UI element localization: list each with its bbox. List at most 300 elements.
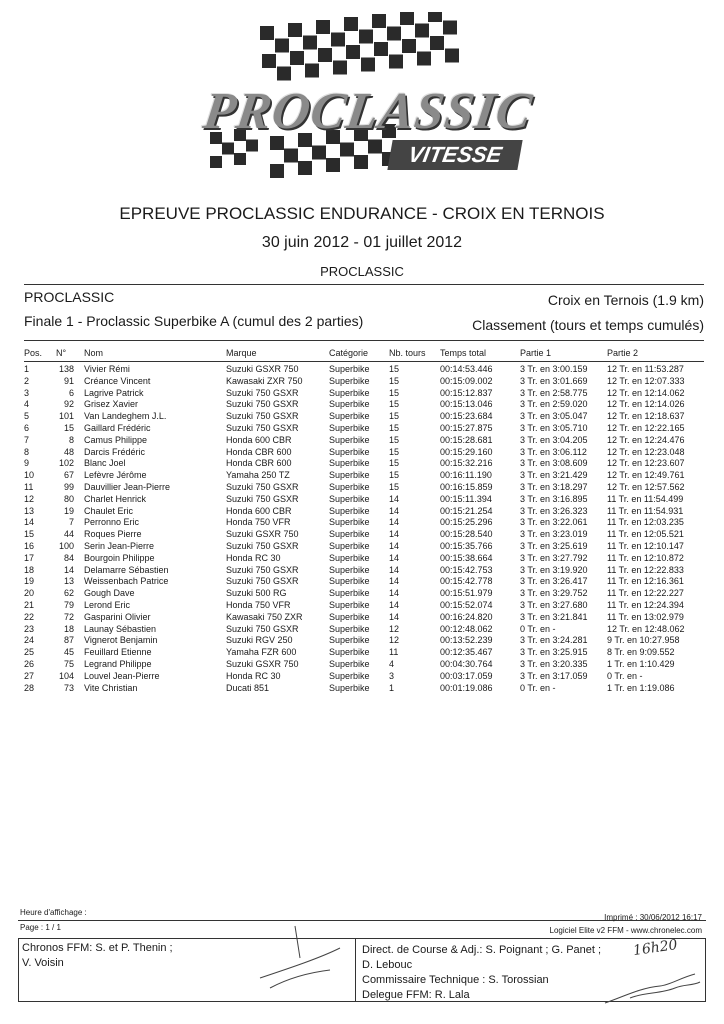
table-row xyxy=(0,683,724,695)
cell-name: Vignerot Benjamin xyxy=(84,635,158,646)
cell-laps: 15 xyxy=(389,375,400,386)
cell-category: Superbike xyxy=(329,422,370,433)
cell-total-time: 00:15:25.296 xyxy=(440,517,493,528)
cell-laps: 15 xyxy=(389,387,400,398)
cell-laps: 12 xyxy=(389,623,400,634)
cell-laps: 3 xyxy=(389,670,395,681)
cell-brand: Honda CBR 600 xyxy=(226,446,292,457)
cell-category: Superbike xyxy=(329,481,370,492)
cell-laps: 15 xyxy=(389,364,400,374)
table-row xyxy=(0,447,724,459)
cell-number: 8 xyxy=(68,434,74,445)
cell-part-2: 0 Tr. en - xyxy=(607,670,643,681)
results-table-body xyxy=(0,364,724,694)
cell-name: Gasparini Olivier xyxy=(84,611,151,622)
cell-name: Weissenbach Patrice xyxy=(84,576,169,587)
cell-category: Superbike xyxy=(329,588,370,599)
cell-part-1: 3 Tr. en 3:20.335 xyxy=(520,658,588,669)
cell-total-time: 00:15:42.778 xyxy=(440,576,493,587)
table-row xyxy=(0,541,724,553)
cell-part-1: 3 Tr. en 3:25.619 xyxy=(520,540,588,551)
section-divider xyxy=(24,340,704,341)
race-direction: Direct. de Course & Adj.: S. Poignant ; G. Panet ; xyxy=(362,944,602,956)
cell-brand: Honda 750 VFR xyxy=(226,599,291,610)
cell-total-time: 00:15:51.979 xyxy=(440,588,493,599)
cell-number: 14 xyxy=(63,564,74,575)
event-title: EPREUVE PROCLASSIC ENDURANCE - CROIX EN TERNOIS xyxy=(119,204,605,223)
cell-name: Feuillard Etienne xyxy=(84,647,152,658)
cell-part-2: 12 Tr. en 12:48.062 xyxy=(607,623,685,634)
table-row xyxy=(0,576,724,588)
cell-part-2: 12 Tr. en 12:23.048 xyxy=(607,446,685,457)
cell-name: Créance Vincent xyxy=(84,375,151,386)
event-series: PROCLASSIC xyxy=(320,264,404,279)
cell-total-time: 00:12:35.467 xyxy=(440,647,493,658)
cell-name: Camus Philippe xyxy=(84,434,148,445)
table-row xyxy=(0,600,724,612)
cell-pos: 24 xyxy=(24,635,35,646)
cell-category: Superbike xyxy=(329,505,370,516)
col-header-num: N° xyxy=(56,348,67,358)
cell-part-2: 11 Tr. en 13:02.979 xyxy=(607,611,684,622)
footer-top-rule xyxy=(18,920,706,921)
cell-pos: 3 xyxy=(24,387,30,398)
cell-number: 99 xyxy=(63,481,74,492)
cell-part-2: 12 Tr. en 12:49.761 xyxy=(607,470,685,481)
cell-laps: 14 xyxy=(389,552,400,563)
cell-part-1: 3 Tr. en 3:23.019 xyxy=(520,529,588,540)
cell-name: Legrand Philippe xyxy=(84,658,152,669)
cell-pos: 16 xyxy=(24,540,35,551)
cell-laps: 14 xyxy=(389,611,400,622)
cell-brand: Suzuki 750 GSXR xyxy=(226,493,299,504)
cell-brand: Ducati 851 xyxy=(226,682,270,693)
cell-brand: Suzuki RGV 250 xyxy=(226,635,293,646)
cell-total-time: 00:15:52.074 xyxy=(440,599,493,610)
cell-part-2: 12 Tr. en 12:14.026 xyxy=(607,399,685,410)
cell-name: Launay Sébastien xyxy=(84,623,157,634)
display-time-label: Heure d'affichage : xyxy=(20,908,87,917)
cell-part-2: 11 Tr. en 12:03.235 xyxy=(607,517,684,528)
cell-part-2: 12 Tr. en 11:53.287 xyxy=(607,364,684,374)
cell-pos: 25 xyxy=(24,647,35,658)
cell-category: Superbike xyxy=(329,647,370,658)
cell-brand: Kawasaki ZXR 750 xyxy=(226,375,303,386)
cell-number: 62 xyxy=(63,588,74,599)
cell-part-1: 3 Tr. en 3:21.429 xyxy=(520,470,588,481)
header-divider xyxy=(24,284,704,285)
cell-pos: 6 xyxy=(24,422,30,433)
cell-part-1: 3 Tr. en 3:22.061 xyxy=(520,517,588,528)
table-row xyxy=(0,399,724,411)
cell-part-2: 1 Tr. en 1:19.086 xyxy=(607,682,675,693)
table-row xyxy=(0,624,724,636)
cell-part-1: 3 Tr. en 2:58.775 xyxy=(520,387,588,398)
table-row xyxy=(0,376,724,388)
cell-name: Vivier Rémi xyxy=(84,364,130,374)
col-header-marque: Marque xyxy=(226,348,257,358)
cell-brand: Suzuki 750 GSXR xyxy=(226,422,299,433)
cell-category: Superbike xyxy=(329,493,370,504)
cell-part-2: 12 Tr. en 12:23.607 xyxy=(607,458,685,469)
cell-category: Superbike xyxy=(329,470,370,481)
cell-laps: 15 xyxy=(389,446,400,457)
cell-pos: 14 xyxy=(24,517,35,528)
cell-name: Gaillard Frédéric xyxy=(84,422,151,433)
cell-number: 100 xyxy=(58,540,74,551)
cell-total-time: 00:15:28.540 xyxy=(440,529,493,540)
cell-number: 48 xyxy=(63,446,74,457)
cell-category: Superbike xyxy=(329,611,370,622)
cell-pos: 26 xyxy=(24,658,35,669)
cell-brand: Suzuki 750 GSXR xyxy=(226,481,299,492)
cell-part-1: 3 Tr. en 3:16.895 xyxy=(520,493,588,504)
cell-laps: 14 xyxy=(389,493,400,504)
cell-part-1: 3 Tr. en 3:19.920 xyxy=(520,564,588,575)
cell-brand: Kawasaki 750 ZXR xyxy=(226,611,303,622)
cell-part-1: 3 Tr. en 3:26.323 xyxy=(520,505,588,516)
cell-laps: 14 xyxy=(389,540,400,551)
table-row xyxy=(0,659,724,671)
cell-part-2: 11 Tr. en 12:05.521 xyxy=(607,529,684,540)
cell-number: 7 xyxy=(68,517,74,528)
cell-number: 91 xyxy=(63,375,74,386)
cell-brand: Honda CBR 600 xyxy=(226,458,292,469)
cell-name: Louvel Jean-Pierre xyxy=(84,670,160,681)
cell-total-time: 00:15:11.394 xyxy=(440,493,492,504)
cell-name: Vite Christian xyxy=(84,682,138,693)
cell-part-1: 3 Tr. en 3:05.047 xyxy=(520,411,588,422)
cell-pos: 18 xyxy=(24,564,35,575)
cell-pos: 27 xyxy=(24,670,35,681)
cell-part-1: 3 Tr. en 3:25.915 xyxy=(520,647,588,658)
col-header-partie2: Partie 2 xyxy=(607,348,639,358)
cell-pos: 22 xyxy=(24,611,35,622)
cell-name: Chaulet Eric xyxy=(84,505,134,516)
cell-total-time: 00:03:17.059 xyxy=(440,670,493,681)
table-row xyxy=(0,635,724,647)
col-header-partie1: Partie 1 xyxy=(520,348,552,358)
cell-category: Superbike xyxy=(329,576,370,587)
cell-number: 13 xyxy=(63,576,74,587)
cell-part-1: 3 Tr. en 3:24.281 xyxy=(520,635,588,646)
cell-number: 101 xyxy=(58,411,74,422)
cell-laps: 4 xyxy=(389,658,395,669)
col-header-nom: Nom xyxy=(84,348,104,358)
col-header-categorie: Catégorie xyxy=(329,348,369,358)
cell-name: Lerond Eric xyxy=(84,599,131,610)
cell-number: 45 xyxy=(63,647,74,658)
logo-sub-text: VITESSE xyxy=(387,140,522,170)
cell-category: Superbike xyxy=(329,599,370,610)
cell-part-1: 3 Tr. en 3:04.205 xyxy=(520,434,588,445)
cell-brand: Suzuki 500 RG xyxy=(226,588,287,599)
technical-commissioner: Commissaire Technique : S. Torossian xyxy=(362,974,549,986)
section-ranking: Classement (tours et temps cumulés) xyxy=(472,317,704,333)
cell-category: Superbike xyxy=(329,411,370,422)
cell-part-2: 12 Tr. en 12:22.165 xyxy=(607,422,685,433)
cell-number: 15 xyxy=(63,422,74,433)
cell-name: Dauvillier Jean-Pierre xyxy=(84,481,171,492)
cell-pos: 12 xyxy=(24,493,35,504)
section-race: Finale 1 - Proclassic Superbike A (cumul des 2 parties) xyxy=(24,313,364,329)
cell-pos: 1 xyxy=(24,364,30,374)
cell-part-1: 3 Tr. en 3:27.680 xyxy=(520,599,588,610)
cell-part-2: 12 Tr. en 12:57.562 xyxy=(607,481,685,492)
cell-name: Serin Jean-Pierre xyxy=(84,540,155,551)
cell-brand: Suzuki GSXR 750 xyxy=(226,658,299,669)
cell-number: 75 xyxy=(63,658,74,669)
cell-part-1: 3 Tr. en 3:01.669 xyxy=(520,375,588,386)
cell-pos: 20 xyxy=(24,588,35,599)
cell-part-1: 3 Tr. en 3:17.059 xyxy=(520,670,588,681)
logo-main-text: PROCLASSIC xyxy=(199,83,536,140)
cell-pos: 17 xyxy=(24,552,35,563)
cell-number: 102 xyxy=(58,458,74,469)
cell-total-time: 00:16:24.820 xyxy=(440,611,493,622)
cell-category: Superbike xyxy=(329,635,370,646)
cell-part-2: 11 Tr. en 11:54.499 xyxy=(607,493,684,504)
signature-left xyxy=(240,918,350,998)
cell-number: 6 xyxy=(68,387,74,398)
cell-name: Blanc Joel xyxy=(84,458,126,469)
cell-total-time: 00:13:52.239 xyxy=(440,635,493,646)
page-number: Page : 1 / 1 xyxy=(20,923,61,932)
table-row xyxy=(0,470,724,482)
cell-part-2: 12 Tr. en 12:14.062 xyxy=(607,387,685,398)
cell-laps: 11 xyxy=(389,647,399,658)
cell-total-time: 00:16:11.190 xyxy=(440,470,492,481)
cell-number: 84 xyxy=(63,552,74,563)
cell-number: 73 xyxy=(63,682,74,693)
cell-total-time: 00:15:42.753 xyxy=(440,564,493,575)
table-row xyxy=(0,647,724,659)
cell-laps: 14 xyxy=(389,564,400,575)
ffm-delegate: Delegue FFM: R. Lala xyxy=(362,989,470,1001)
cell-total-time: 00:15:32.216 xyxy=(440,458,493,469)
cell-total-time: 00:15:23.684 xyxy=(440,411,493,422)
cell-pos: 19 xyxy=(24,576,35,587)
cell-total-time: 00:15:35.766 xyxy=(440,540,493,551)
cell-part-2: 12 Tr. en 12:18.637 xyxy=(607,411,685,422)
cell-laps: 14 xyxy=(389,505,400,516)
cell-category: Superbike xyxy=(329,387,370,398)
cell-brand: Suzuki 750 GSXR xyxy=(226,387,299,398)
cell-category: Superbike xyxy=(329,658,370,669)
cell-laps: 15 xyxy=(389,470,400,481)
table-row xyxy=(0,388,724,400)
cell-category: Superbike xyxy=(329,670,370,681)
cell-number: 138 xyxy=(58,364,74,374)
cell-total-time: 00:15:13.046 xyxy=(440,399,493,410)
cell-number: 104 xyxy=(58,670,74,681)
cell-brand: Honda RC 30 xyxy=(226,670,281,681)
printed-timestamp: Imprimé : 30/06/2012 16:17 xyxy=(604,913,702,922)
table-row xyxy=(0,565,724,577)
cell-pos: 10 xyxy=(24,470,35,481)
cell-part-1: 3 Tr. en 3:26.417 xyxy=(520,576,588,587)
cell-name: Van Landeghem J.L. xyxy=(84,411,167,422)
cell-part-2: 11 Tr. en 12:22.227 xyxy=(607,588,684,599)
col-header-pos: Pos. xyxy=(24,348,43,358)
cell-part-1: 0 Tr. en - xyxy=(520,682,556,693)
cell-category: Superbike xyxy=(329,434,370,445)
cell-brand: Yamaha 250 TZ xyxy=(226,470,290,481)
cell-part-1: 3 Tr. en 3:27.792 xyxy=(520,552,588,563)
cell-category: Superbike xyxy=(329,375,370,386)
cell-part-2: 12 Tr. en 12:24.476 xyxy=(607,434,685,445)
cell-number: 18 xyxy=(63,623,74,634)
table-row xyxy=(0,506,724,518)
cell-name: Lefèvre Jérôme xyxy=(84,470,147,481)
cell-pos: 21 xyxy=(24,599,35,610)
cell-number: 79 xyxy=(63,599,74,610)
cell-pos: 9 xyxy=(24,458,30,469)
section-category: PROCLASSIC xyxy=(24,289,115,305)
cell-category: Superbike xyxy=(329,682,370,693)
cell-number: 44 xyxy=(63,529,74,540)
cell-category: Superbike xyxy=(329,540,370,551)
table-row xyxy=(0,482,724,494)
table-row xyxy=(0,458,724,470)
cell-total-time: 00:15:27.875 xyxy=(440,422,493,433)
cell-brand: Suzuki GSXR 750 xyxy=(226,364,299,374)
race-officials xyxy=(362,943,622,1003)
cell-part-2: 11 Tr. en 12:10.147 xyxy=(607,540,684,551)
software-credit: Logiciel Elite v2 FFM - www.chronelec.com xyxy=(549,926,702,935)
table-row xyxy=(0,612,724,624)
cell-category: Superbike xyxy=(329,458,370,469)
cell-total-time: 00:15:29.160 xyxy=(440,446,493,457)
cell-laps: 15 xyxy=(389,458,400,469)
table-row xyxy=(0,588,724,600)
cell-brand: Suzuki 750 GSXR xyxy=(226,623,299,634)
cell-pos: 13 xyxy=(24,505,35,516)
cell-category: Superbike xyxy=(329,552,370,563)
cell-part-2: 11 Tr. en 12:10.872 xyxy=(607,552,684,563)
handwritten-time: 16h20 xyxy=(632,936,679,960)
cell-number: 72 xyxy=(63,611,74,622)
cell-pos: 2 xyxy=(24,375,30,386)
cell-name: Gough Dave xyxy=(84,588,135,599)
cell-number: 19 xyxy=(63,505,74,516)
cell-brand: Suzuki 750 GSXR xyxy=(226,399,299,410)
cell-part-1: 3 Tr. en 3:21.841 xyxy=(520,611,588,622)
event-dates: 30 juin 2012 - 01 juillet 2012 xyxy=(261,234,463,251)
cell-brand: Honda 600 CBR xyxy=(226,505,292,516)
cell-part-2: 12 Tr. en 12:07.333 xyxy=(607,375,685,386)
cell-name: Grisez Xavier xyxy=(84,399,139,410)
cell-name: Charlet Henrick xyxy=(84,493,147,504)
cell-total-time: 00:15:12.837 xyxy=(440,387,493,398)
cell-category: Superbike xyxy=(329,529,370,540)
cell-category: Superbike xyxy=(329,564,370,575)
cell-laps: 15 xyxy=(389,399,400,410)
cell-name: Roques Pierre xyxy=(84,529,142,540)
cell-laps: 12 xyxy=(389,635,400,646)
cell-pos: 7 xyxy=(24,434,30,445)
cell-category: Superbike xyxy=(329,623,370,634)
cell-pos: 4 xyxy=(24,399,30,410)
officials-divider xyxy=(355,938,356,1002)
cell-category: Superbike xyxy=(329,364,370,374)
table-row xyxy=(0,411,724,423)
table-row xyxy=(0,423,724,435)
cell-part-1: 3 Tr. en 2:59.020 xyxy=(520,399,588,410)
timekeepers-line-1: Chronos FFM: S. et P. Thenin ; xyxy=(22,942,173,954)
table-row xyxy=(0,553,724,565)
cell-pos: 15 xyxy=(24,529,35,540)
signature-right xyxy=(600,968,710,1008)
table-row xyxy=(0,494,724,506)
cell-name: Darcis Frédéric xyxy=(84,446,146,457)
cell-total-time: 00:01:19.086 xyxy=(440,682,493,693)
table-row xyxy=(0,364,724,376)
cell-part-2: 1 Tr. en 1:10.429 xyxy=(607,658,675,669)
col-header-tours: Nb. tours xyxy=(389,348,426,358)
cell-laps: 1 xyxy=(389,682,395,693)
cell-laps: 14 xyxy=(389,529,400,540)
cell-name: Bourgoin Philippe xyxy=(84,552,155,563)
cell-pos: 5 xyxy=(24,411,30,422)
cell-part-2: 8 Tr. en 9:09.552 xyxy=(607,647,675,658)
cell-total-time: 00:15:21.254 xyxy=(440,505,493,516)
cell-part-1: 3 Tr. en 3:08.609 xyxy=(520,458,588,469)
cell-brand: Yamaha FZR 600 xyxy=(226,647,297,658)
cell-brand: Suzuki 750 GSXR xyxy=(226,540,299,551)
cell-brand: Suzuki 750 GSXR xyxy=(226,576,299,587)
cell-name: Delamarre Sébastien xyxy=(84,564,169,575)
cell-laps: 15 xyxy=(389,434,400,445)
cell-part-2: 11 Tr. en 11:54.931 xyxy=(607,505,684,516)
cell-laps: 14 xyxy=(389,576,400,587)
table-row xyxy=(0,435,724,447)
cell-pos: 23 xyxy=(24,623,35,634)
cell-total-time: 00:15:28.681 xyxy=(440,434,493,445)
cell-category: Superbike xyxy=(329,399,370,410)
cell-brand: Honda 600 CBR xyxy=(226,434,292,445)
cell-number: 80 xyxy=(63,493,74,504)
results-table-header xyxy=(0,348,724,362)
cell-category: Superbike xyxy=(329,446,370,457)
cell-part-1: 3 Tr. en 3:06.112 xyxy=(520,446,587,457)
cell-brand: Suzuki GSXR 750 xyxy=(226,529,299,540)
race-direction-2: D. Lebouc xyxy=(362,959,413,971)
cell-total-time: 00:14:53.446 xyxy=(440,364,493,374)
cell-laps: 15 xyxy=(389,411,400,422)
cell-total-time: 00:04:30.764 xyxy=(440,658,493,669)
cell-laps: 15 xyxy=(389,422,400,433)
cell-laps: 14 xyxy=(389,517,400,528)
cell-part-1: 3 Tr. en 3:05.710 xyxy=(520,422,588,433)
cell-category: Superbike xyxy=(329,517,370,528)
section-circuit: Croix en Ternois (1.9 km) xyxy=(547,292,704,308)
cell-number: 67 xyxy=(63,470,74,481)
cell-name: Lagrive Patrick xyxy=(84,387,144,398)
cell-pos: 11 xyxy=(24,481,34,492)
cell-total-time: 00:15:09.002 xyxy=(440,375,493,386)
table-row xyxy=(0,529,724,541)
cell-laps: 14 xyxy=(389,599,400,610)
col-header-temps: Temps total xyxy=(440,348,487,358)
cell-part-1: 3 Tr. en 3:29.752 xyxy=(520,588,588,599)
cell-part-2: 11 Tr. en 12:16.361 xyxy=(607,576,684,587)
cell-number: 87 xyxy=(63,635,74,646)
cell-total-time: 00:15:38.664 xyxy=(440,552,493,563)
cell-part-2: 11 Tr. en 12:24.394 xyxy=(607,599,684,610)
cell-brand: Honda RC 30 xyxy=(226,552,281,563)
cell-total-time: 00:16:15.859 xyxy=(440,481,493,492)
